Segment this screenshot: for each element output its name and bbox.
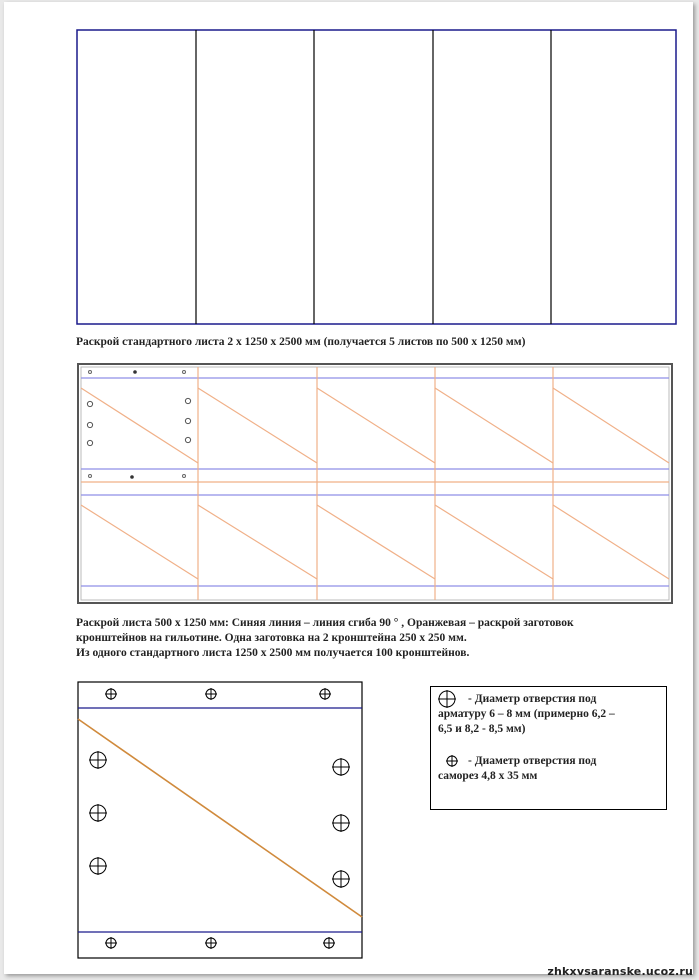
strip-cut-caption-line3: Из одного стандартного листа 1250 х 2500 мм получается 100 кронштейнов. <box>76 647 470 659</box>
large-hole-symbol <box>332 814 350 832</box>
standard-sheet-diagram <box>4 2 693 974</box>
small-hole-mark <box>183 371 186 374</box>
large-hole-mark <box>185 418 190 423</box>
large-hole-symbol <box>89 751 107 769</box>
diagonal-cut <box>198 505 317 579</box>
small-hole-symbol <box>105 937 117 949</box>
diagonal-cut <box>553 505 669 579</box>
diagonal-cut <box>317 505 435 579</box>
document-page <box>4 2 693 974</box>
large-hole-symbol <box>332 870 350 888</box>
diagonal-cut <box>81 505 198 579</box>
diagonal-cut <box>198 388 317 463</box>
circle-cross-large-icon <box>438 690 456 708</box>
small-hole-mark <box>89 475 92 478</box>
small-hole-mark <box>133 370 137 374</box>
large-hole-legend-line3: 6,5 и 8,2 - 8,5 мм) <box>438 723 526 735</box>
diagonal-cut <box>435 505 553 579</box>
large-hole-mark <box>87 401 92 406</box>
strip-cut-caption-line1: Раскрой листа 500 х 1250 мм: Синяя линия – линия сгиба 90 ° , Оранжевая – раскрой заготовок <box>76 617 574 629</box>
hole-legend <box>430 686 667 810</box>
large-hole-symbol <box>89 804 107 822</box>
strip-outline <box>78 364 672 603</box>
strip-cut-diagram <box>78 364 672 603</box>
small-hole-legend-line2: саморез 4,8 х 35 мм <box>438 770 538 782</box>
bracket-blank-diagram <box>78 682 362 958</box>
large-hole-mark <box>185 398 190 403</box>
large-hole-mark <box>87 440 92 445</box>
diagonal-cut <box>435 388 553 463</box>
small-hole-mark <box>89 371 92 374</box>
small-hole-mark <box>183 475 186 478</box>
diagonal-cut <box>553 388 669 463</box>
site-watermark: zhkxvsaranske.ucoz.ru <box>547 965 693 978</box>
small-hole-symbol <box>323 937 335 949</box>
standard-sheet-caption: Раскрой стандартного листа 2 х 1250 х 2500 мм (получается 5 листов по 500 х 1250 мм) <box>76 336 526 348</box>
large-hole-legend-line1: - Диаметр отверстия под <box>468 693 597 705</box>
large-hole-mark <box>87 422 92 427</box>
bracket-outline <box>78 682 362 958</box>
diagonal-cut <box>81 388 198 463</box>
circle-cross-small-icon <box>446 755 458 767</box>
small-hole-mark <box>130 475 134 479</box>
small-hole-symbol <box>105 688 117 700</box>
small-hole-symbol <box>205 688 217 700</box>
large-hole-legend-line2: арматуру 6 – 8 мм (примерно 6,2 – <box>438 708 615 720</box>
large-hole-symbol <box>89 857 107 875</box>
small-hole-symbol <box>319 688 331 700</box>
bracket-diagonal-cut <box>78 719 362 917</box>
small-hole-legend-line1: - Диаметр отверстия под <box>468 755 597 767</box>
large-hole-symbol <box>332 758 350 776</box>
diagonal-cut <box>317 388 435 463</box>
strip-cut-caption-line2: кронштейнов на гильотине. Одна заготовка на 2 кронштейна 250 х 250 мм. <box>76 632 467 644</box>
large-hole-mark <box>185 437 190 442</box>
small-hole-symbol <box>205 937 217 949</box>
standard-sheet-outline <box>77 30 676 324</box>
